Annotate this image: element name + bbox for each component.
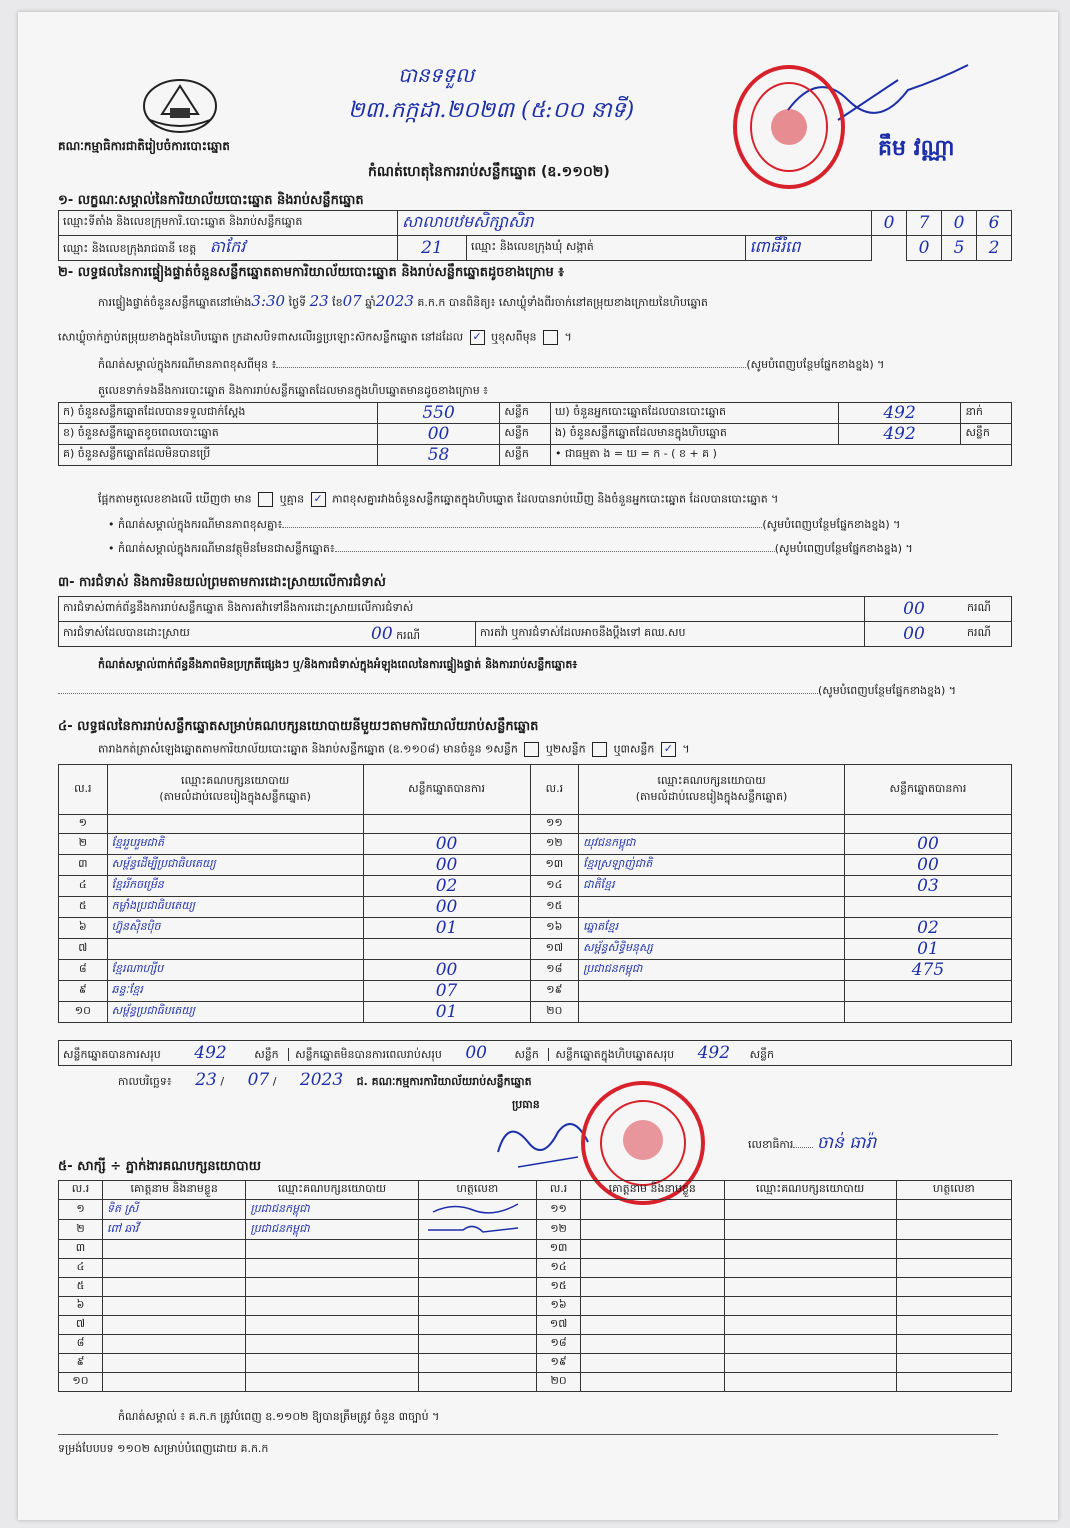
witness-signature-2-icon: [423, 1220, 523, 1236]
totals-row: សន្លឹកឆ្នោតបានការសរុប 492 សន្លឹក សន្លឹកឆ្នោតមិនបានការពេលរាប់សរុប 00 សន្លឹក សន្លឹកឆ្នោតក្នុងហិបឆ្នោតសរុប 492 សន្លឹក: [58, 1040, 1012, 1066]
resolved-label: ការជំទាស់ដែលបានដោះស្រាយ: [59, 622, 268, 647]
org-name: គណៈកម្មាធិការជាតិរៀបចំការបោះឆ្នោត: [58, 139, 230, 153]
verify-line-1: ការផ្ទៀងផ្ទាត់ចំនួនសន្លឹកឆ្នោតនៅម៉ោង3:30 ថ្ងៃទី 23 ខែ07 ឆ្នាំ2023 គ.ក.ក បានពិនិត្យ៖ សោឃ្លុំទាំងពីរចាក់នៅតម្រុយខាងក្រោយនៃហិបឆ្នោត: [98, 292, 708, 310]
footnote: កំណត់សម្គាល់ ៖ គ.ក.ក ត្រូវបំពេញ ឧ.១១០២ ឱ្យបានត្រឹមត្រូវ ចំនួន ៣ច្បាប់ ។: [118, 1410, 440, 1423]
location-value: សាលាបឋមសិក្សាសិរា: [402, 212, 534, 231]
hw-datetime: ២៣.កក្កដា.២០២៣ (៥:០០ នាទី): [348, 98, 635, 123]
verify-line-2: សោឃ្លុំចាក់ភ្ជាប់តម្រុយខាងក្នុងនៃហិបឆ្នោត ក្រដាសបិទពាសលើរន្ធប្រឡោះស៊កសន្លឹកឆ្នោត នៅដដែល ✓ ឬខុសពីមុន ។: [58, 330, 572, 344]
total-valid: 492: [194, 1043, 227, 1063]
complaints-value: 00: [865, 597, 964, 622]
province-value: តាកែវ: [209, 237, 246, 256]
section2-heading: ២- លទ្ធផលនៃការផ្ទៀងផ្ទាត់ចំនួនសន្លឹកឆ្នោតតាមការិយាល័យបោះឆ្នោត និងរាប់សន្លឹកឆ្នោតដូចខាងក្រោម ៖: [58, 265, 564, 280]
hw-month: 07: [342, 292, 362, 310]
official-stamp-top-icon: [730, 62, 848, 192]
unchanged-checkbox[interactable]: ✓: [470, 330, 485, 345]
result-line: ផ្អែកតាមតួលេខខាងលើ ឃើញថា មាន ឬគ្មាន ✓ ភាពខុសគ្នារវាងចំនួនសន្លឹកឆ្នោតក្នុងហិបឆ្នោត ដែលបានរាប់ឃើញ និងចំនួនអ្នកបោះឆ្នោត ដែលបានបោះឆ្នោត ។: [98, 492, 779, 506]
table-row: ១០ សម្ព័ន្ធប្រជាធិបតេយ្យ 01 ២០: [59, 1002, 1012, 1023]
table-row: ៦ ១៦: [59, 1297, 1012, 1316]
bullet-foreign-objects: • កំណត់សម្គាល់ក្នុងករណីមានវត្ថុមិនមែនជាសន្លឹកឆ្នោត៖ (សូមបំពេញបន្ថែមផ្នែកខាងខ្នង) ។: [108, 542, 913, 555]
bullet-difference: • កំណត់សម្គាល់ក្នុងករណីមានភាពខុសគ្នា៖ (សូមបំពេញបន្ថែមផ្នែកខាងខ្នង) ។: [108, 518, 901, 531]
total-invalid: 00: [465, 1043, 487, 1063]
table-row: ២ ពៅ ឆាវី ប្រជាជនកម្ពុជា ១២: [59, 1220, 1012, 1240]
secretary-line: លេខាធិការ ចាន់ ធារ៉ា: [748, 1133, 877, 1153]
table-row: ១ ១១: [59, 815, 1012, 834]
province-label: ឈ្មោះ និងលេខក្រុងរាជធានី ខេត្ត: [63, 242, 197, 255]
date-year: 2023: [299, 1070, 344, 1090]
has-difference-checkbox[interactable]: [258, 492, 273, 507]
commune-digit-3: 2: [977, 236, 1012, 261]
chair-label: ប្រធាន: [512, 1098, 540, 1111]
section4-heading: ៤- លទ្ធផលនៃការរាប់សន្លឹកឆ្នោតសម្រាប់គណបក្សនយោបាយនីមួយៗតាមការិយាល័យរាប់សន្លឹកឆ្នោត: [58, 719, 539, 734]
commune-digit-2: 5: [942, 236, 977, 261]
table-row: ៦ ហ្វ៊ុនស៊ិនប៉ិច 01 ១៦ ឆ្នោតខ្មែរ 02: [59, 918, 1012, 939]
results-rows: [59, 815, 1012, 1023]
location-digit-1: 0: [872, 211, 907, 236]
hw-time: 3:30: [251, 292, 286, 310]
changed-checkbox[interactable]: [543, 330, 558, 345]
resolved-value: 00: [371, 623, 393, 644]
voters-value: 492: [838, 403, 961, 424]
table-row: ១ ទិត ស្រី ប្រជាជនកម្ពុជា ១១: [59, 1200, 1012, 1220]
appeal-value: 00: [865, 622, 964, 647]
box-ballots-value: 492: [838, 424, 961, 445]
table-row: ៩ ឆន្ទៈខ្មែរ 07 ១៩: [59, 981, 1012, 1002]
commune-label: ឈ្មោះ និងលេខក្រុងឃុំ សង្កាត់: [467, 236, 746, 261]
counts-table: ក) ចំនួនសន្លឹកឆ្នោតដែលបានទទួលជាក់ស្តែង 550 សន្លឹក ឃ) ចំនួនអ្នកបោះឆ្នោតដែលបានបោះឆ្នោត 492 នាក់ ខ) ចំនួនសន្លឹកឆ្នោតខូចពេលបោះឆ្នោត 00 សន្លឹក ង) ចំនួនសន្លឹកឆ្នោតដែលមានក្នុងហិបឆ្នោត 492 សន្លឹក គ) ចំនួនសន្លឹកឆ្នោតដែលមិនបានប្រើ 58 សន្លឹក • ជាធម្មតា ង = ឃ = ក - ( ខ + គ ): [58, 402, 1012, 466]
unused-ballots-value: 58: [377, 445, 500, 466]
table-row: ៥ កម្លាំងប្រជាធិបតេយ្យ 00 ១៥: [59, 897, 1012, 918]
document-page: [18, 12, 1058, 1520]
section3-heading: ៣- ការជំទាស់ និងការមិនយល់ព្រមតាមការដោះស្រាយលើការជំទាស់: [58, 575, 386, 590]
hw-received: បាន​ទទួល: [398, 63, 475, 87]
count-intro: តួលេខទាក់ទងនឹងការបោះឆ្នោត និងការរាប់សន្លឹកឆ្នោតដែលមានក្នុងហិបឆ្នោតមានដូចខាងក្រោម ៖: [98, 384, 489, 397]
unused-ballots-label: គ) ចំនួនសន្លឹកឆ្នោតដែលមិនបានប្រើ: [59, 445, 378, 466]
section4-intro: តារាងកត់ត្រាសំឡេងឆ្នោតតាមការិយាល័យបោះឆ្នោត និងរាប់សន្លឹកឆ្នោត (ឧ.១១០៨) មានចំនួន ១សន្លឹក ឬ២សន្លឹក ឬ៣សន្លឹក ✓ ។: [98, 742, 690, 756]
province-number: 21: [398, 236, 467, 261]
commune-value: ពោធិ៍រំពេ: [745, 236, 871, 261]
one-sheet-checkbox[interactable]: [524, 742, 539, 757]
table-row: ១០ ២០: [59, 1373, 1012, 1392]
complaints-table: ការជំទាស់ពាក់ព័ន្ធនឹងការរាប់សន្លឹកឆ្នោត និងការតវ៉ាទៅនឹងការដោះស្រាយលើការជំទាស់ 00 ករណី ការជំទាស់ដែលបានដោះស្រាយ 00 ករណី ការតវ៉ា ឬការជំទាស់ដែលអាចនឹងប្តឹងទៅ គឈ.សប 00 ករណី: [58, 596, 1012, 647]
no-difference-checkbox[interactable]: ✓: [311, 492, 326, 507]
box-ballots-label: ង) ចំនួនសន្លឹកឆ្នោតដែលមានក្នុងហិបឆ្នោត: [550, 424, 838, 445]
voters-label: ឃ) ចំនួនអ្នកបោះឆ្នោតដែលបានបោះឆ្នោត: [550, 403, 838, 424]
date-day: 23: [195, 1070, 217, 1090]
table-row: ៩ ១៩: [59, 1354, 1012, 1373]
table-row: ៣ ១៣: [59, 1240, 1012, 1259]
footer-divider: [58, 1434, 998, 1435]
table-row: ៥ ១៥: [59, 1278, 1012, 1297]
table-row: ៤ ១៤: [59, 1259, 1012, 1278]
hw-name: គឹម វណ្ណា: [878, 135, 955, 161]
commune-digit-1: 0: [907, 236, 942, 261]
section3-note: កំណត់សម្គាល់ពាក់ព័ន្ធនឹងភាពមិនប្រក្រតីផ្សេងៗ ឬ/និងការជំទាស់ក្នុងអំឡុងពេលនៃការផ្ទៀងផ្ទាត់ និងការរាប់សន្លឹកឆ្នោត៖: [98, 658, 578, 671]
table-row: ៧ ១៧ សម្ព័ន្ធសិទ្ធិមនុស្ស 01: [59, 939, 1012, 960]
location-digit-2: 7: [907, 211, 942, 236]
results-table: ល.រ ឈ្មោះគណបក្សនយោបាយ (តាមលំដាប់លេខរៀងក្នុងសន្លឹកឆ្នោត) សន្លឹកឆ្នោតបានការ ល.រ ឈ្មោះគណបក្សនយោបាយ (តាមលំដាប់លេខរៀងក្នុងសន្លឹកឆ្នោត) សន្លឹកឆ្នោតបានការ ១ ១១ ២ ខ្មែររួបរួមជាតិ 00 ១២ យុវជនកម្ពុជា 00 ៣ សម្ព័ន្ធដើម្បីប្រជាធិបតេយ្យ 00 ១៣ ខ្មែរស្រឡាញ់ជាតិ 00 ៤ ខ្មែររីកចម្រើន 02 ១៤ ជាតិខ្មែរ 03 ៥ កម្លាំងប្រជាធិបតេយ្យ 00 ១៥ ៦ ហ្វ៊ុនស៊ិនប៉ិច 01 ១៦ ឆ្នោតខ្មែរ 02 ៧ ១៧ សម្ព័ន្ធសិទ្ធិមនុស្ស 01 ៨ ខ្មែរណាហ្សីប 00 ១៨ ប្រជាជនកម្ពុជា 475 ៩ ឆន្ទៈខ្មែរ 07 ១៩ ១០ សម្ព័ន្ធប្រជាធិបតេយ្យ 01 ២០: [58, 764, 1012, 1023]
section3-fill: (សូមបំពេញបន្ថែមផ្នែកខាងខ្នង) ។: [58, 684, 1018, 700]
spoiled-ballots-value: 00: [377, 424, 500, 445]
section5-heading: ៥- សាក្សី ÷ ភ្នាក់ងារគណបក្សនយោបាយ: [58, 1159, 261, 1174]
nec-emblem-icon: [140, 74, 220, 136]
witness-signature-1-icon: [423, 1200, 523, 1216]
location-digit-4: 6: [977, 211, 1012, 236]
complaints-label: ការជំទាស់ពាក់ព័ន្ធនឹងការរាប់សន្លឹកឆ្នោត និងការតវ៉ាទៅនឹងការដោះស្រាយលើការជំទាស់: [59, 597, 865, 622]
table-row: ៨ ខ្មែរណាហ្សីប 00 ១៨ ប្រជាជនកម្ពុជា 475: [59, 960, 1012, 981]
hw-day: 23: [309, 292, 329, 310]
table-row: ៨ ១៨: [59, 1335, 1012, 1354]
received-ballots-label: ក) ចំនួនសន្លឹកឆ្នោតដែលបានទទួលជាក់ស្តែង: [59, 403, 378, 424]
received-ballots-value: 550: [377, 403, 500, 424]
location-label: ឈ្មោះទីតាំង និងលេខក្រុមការិ.បោះឆ្នោត និងរាប់សន្លឹកឆ្នោត: [59, 211, 398, 236]
location-digit-3: 0: [942, 211, 977, 236]
date-line: កាលបរិច្ឆេទ៖ 23 / 07 / 2023 ជ. គណៈកម្មការការិយាល័យរាប់សន្លឹកឆ្នោត: [118, 1070, 532, 1090]
spoiled-ballots-label: ខ) ចំនួនសន្លឹកឆ្នោតខូចពេលបោះឆ្នោត: [59, 424, 378, 445]
table-row: ៣ សម្ព័ន្ធដើម្បីប្រជាធិបតេយ្យ 00 ១៣ ខ្មែរស្រឡាញ់ជាតិ 00: [59, 855, 1012, 876]
date-month: 07: [247, 1070, 270, 1090]
footer-text: ទម្រង់បែបបទ ១១០២ សម្រាប់បំពេញដោយ គ.ក.ក: [58, 1442, 269, 1455]
form-title: កំណត់ហេតុនៃការរាប់សន្លឹកឆ្នោត (ឧ.១១០២): [368, 164, 610, 180]
three-sheet-checkbox[interactable]: ✓: [661, 742, 676, 757]
appeal-label: ការតវ៉ា ឬការជំទាស់ដែលអាចនឹងប្តឹងទៅ គឈ.សប: [476, 622, 865, 647]
table-row: ៤ ខ្មែររីកចម្រើន 02 ១៤ ជាតិខ្មែរ 03: [59, 876, 1012, 897]
hw-secretary: ចាន់ ធារ៉ា: [816, 1133, 877, 1153]
section1-table: [58, 210, 1012, 261]
hw-year: 2023: [375, 292, 414, 310]
witness-rows: [59, 1200, 1012, 1392]
witness-table: ល.រ គោត្តនាម និងនាមខ្លួន ឈ្មោះគណបក្សនយោបាយ ហត្ថលេខា ល.រ គោត្តនាម និងនាមខ្លួន ឈ្មោះគណបក្សនយោបាយ ហត្ថលេខា ១ ទិត ស្រី ប្រជាជនកម្ពុជា ១១ ២ ពៅ ឆាវី ប្រជាជនកម្ពុជា ១២ ៣ ១៣ ៤ ១៤ ៥ ១៥ ៦ ១៦ ៧ ១៧ ៨ ១៨ ៩ ១៩ ១០ ២០: [58, 1180, 1012, 1392]
total-box: 492: [697, 1043, 731, 1063]
section1-heading: ១- លក្ខណៈសម្គាល់នៃការិយាល័យបោះឆ្នោត និងរាប់សន្លឹកឆ្នោត: [58, 193, 364, 208]
note-line: កំណត់សម្គាល់ក្នុងករណីមានភាពខុសពីមុន ៖ (សូមបំពេញបន្ថែមផ្នែកខាងខ្នង) ។: [98, 358, 885, 371]
table-row: ២ ខ្មែររួបរួមជាតិ 00 ១២ យុវជនកម្ពុជា 00: [59, 834, 1012, 855]
two-sheet-checkbox[interactable]: [592, 742, 607, 757]
table-row: ៧ ១៧: [59, 1316, 1012, 1335]
formula-note: • ជាធម្មតា ង = ឃ = ក - ( ខ + គ ): [550, 445, 1011, 466]
